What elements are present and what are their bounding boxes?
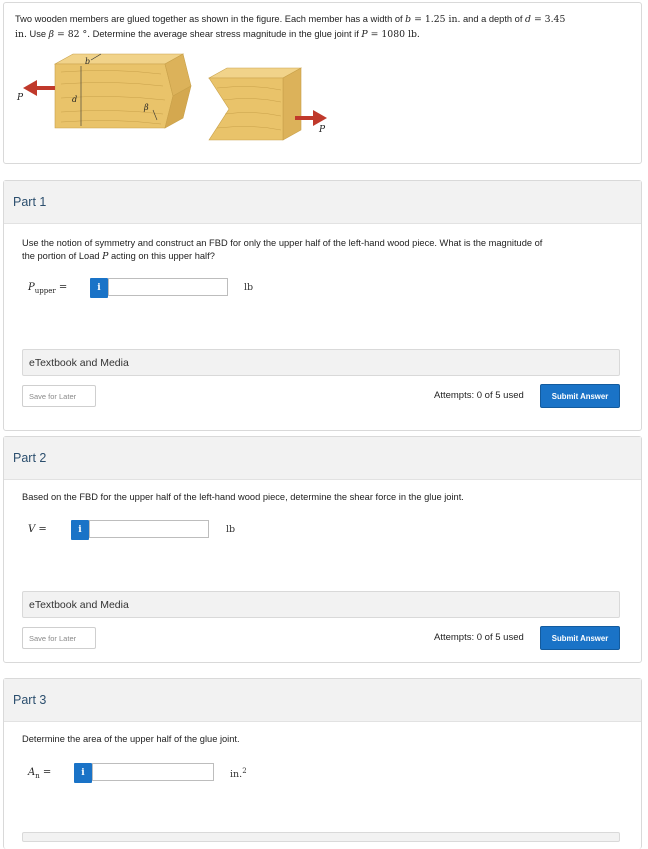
info-icon[interactable]: i [90, 278, 108, 298]
glued-members-figure [13, 48, 343, 158]
left-load-arrow [23, 80, 55, 96]
b-value: = 1.25 in. [411, 14, 461, 25]
part-2-header: Part 2 [4, 437, 641, 480]
d-symbol: d [525, 14, 531, 25]
beta-symbol: β [48, 29, 54, 40]
part-3 [3, 678, 642, 849]
part-2-attempts: Attempts: 0 of 5 used [434, 632, 524, 643]
part-2-answer-row [22, 520, 252, 542]
d-value: = 3.45 [530, 14, 566, 25]
part-1-answer-row [22, 278, 282, 300]
right-wood-member [209, 68, 301, 140]
part-1-header: Part 1 [4, 181, 641, 224]
beta-value: = 82 °. [54, 29, 91, 40]
label-b: b [85, 57, 91, 66]
part-2-etextbook-bar[interactable]: eTextbook and Media [22, 591, 620, 618]
problem-text-3: in. [15, 29, 27, 40]
part-2-submit-answer-button[interactable]: Submit Answer [540, 626, 620, 650]
p-value: = 1080 lb. [367, 29, 420, 40]
v-label: V = [28, 524, 47, 535]
problem-statement [15, 12, 635, 42]
label-beta: β [144, 103, 149, 112]
label-d: d [72, 95, 78, 104]
problem-text-4: Use [26, 29, 49, 39]
part-2-question: Based on the FBD for the upper half of the left-hand wood piece, determine the shear force in the glue joint. [22, 492, 464, 502]
problem-card [3, 2, 642, 164]
part-1-save-for-later-button[interactable]: Save for Later [22, 385, 96, 407]
part-1-unit: lb [244, 282, 254, 293]
problem-text-2: and a depth of [460, 14, 526, 24]
problem-text-5: Determine the average shear stress magnitude in the glue joint if [90, 29, 362, 39]
part-1-submit-answer-button[interactable]: Submit Answer [540, 384, 620, 408]
info-icon[interactable]: i [74, 763, 92, 783]
p-symbol: P [361, 29, 368, 40]
part-3-header: Part 3 [4, 679, 641, 722]
part-2 [3, 436, 642, 663]
a-n-input[interactable] [92, 763, 214, 781]
part-1-question-line-2c: acting on this upper half? [108, 251, 215, 261]
b-symbol: b [405, 14, 412, 25]
part-3-answer-row [22, 763, 282, 785]
part-3-question: Determine the area of the upper half of the glue joint. [22, 734, 240, 744]
a-n-label: $A_n$ = [28, 767, 52, 780]
part-1-question-line-1: Use the notion of symmetry and construct an FBD for only the upper half of the left-hand wood piece. What is the magnitude of [22, 238, 543, 248]
p-upper-input[interactable] [108, 278, 228, 296]
part-2-save-for-later-button[interactable]: Save for Later [22, 627, 96, 649]
p-upper-label: $P_{upper}$ = [28, 282, 68, 295]
info-icon[interactable]: i [71, 520, 89, 540]
part-1-question-p-symbol: P [102, 251, 109, 262]
part-1-etextbook-bar[interactable]: eTextbook and Media [22, 349, 620, 376]
label-p-left: P [17, 93, 24, 103]
label-p-right: P [319, 125, 326, 135]
problem-text-1: Two wooden members are glued together as shown in the figure. Each member has a width of [15, 14, 406, 24]
left-wood-member [55, 54, 191, 128]
v-input[interactable] [89, 520, 209, 538]
part-1 [3, 180, 642, 431]
part-1-question [22, 237, 622, 263]
part-3-etextbook-bar[interactable] [22, 832, 620, 842]
part-2-unit: lb [226, 524, 236, 535]
part-1-question-line-2a: the portion of Load [22, 251, 103, 261]
part-3-unit: in.$^2$ [230, 767, 247, 781]
part-1-attempts: Attempts: 0 of 5 used [434, 390, 524, 401]
